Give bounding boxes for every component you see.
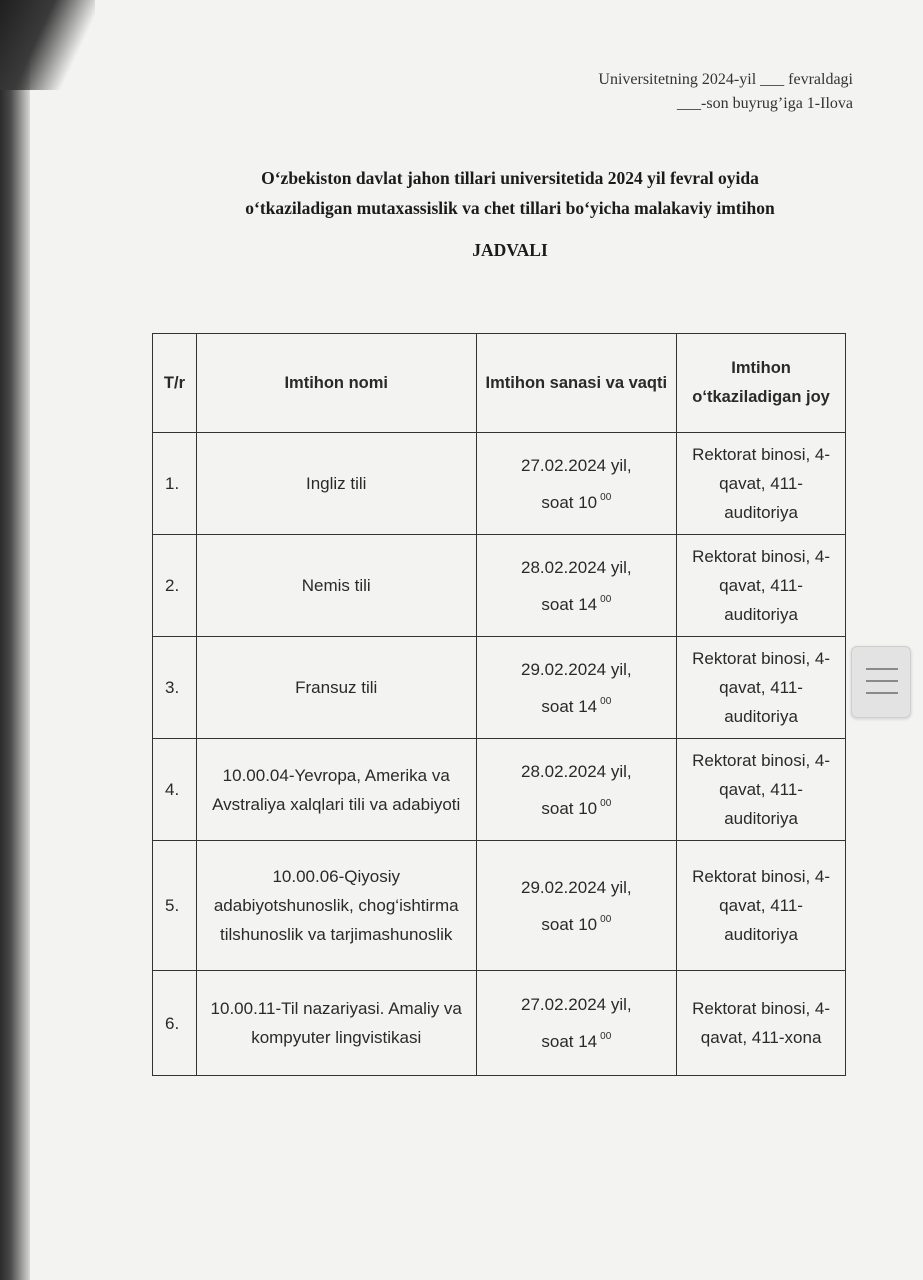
exam-time-minutes: 00 (600, 913, 612, 925)
document-subtitle: JADVALI (472, 240, 548, 260)
exam-datetime (476, 535, 677, 637)
row-number: 6. (153, 971, 197, 1076)
table-row (153, 971, 846, 1076)
table-row (153, 535, 846, 637)
page-corner-shadow (0, 0, 95, 90)
exam-time-hour: soat 14 (541, 594, 598, 614)
exam-name: Nemis tili (196, 535, 476, 637)
row-number: 4. (153, 739, 197, 841)
exam-place: Rektorat binosi, 4-qavat, 411-auditoriya (677, 433, 846, 535)
exam-place: Rektorat binosi, 4-qavat, 411-auditoriya (677, 841, 846, 971)
exam-date: 28.02.2024 yil, (521, 761, 632, 781)
exam-time-hour: soat 10 (541, 492, 598, 512)
exam-time-minutes: 00 (600, 695, 612, 707)
exam-time-hour: soat 14 (541, 696, 598, 716)
header-cell-number: T/r (153, 334, 197, 433)
menu-line (866, 692, 898, 694)
exam-place: Rektorat binosi, 4-qavat, 411-xona (677, 971, 846, 1076)
exam-time-minutes: 00 (600, 797, 612, 809)
exam-place: Rektorat binosi, 4-qavat, 411-auditoriya (677, 535, 846, 637)
title-line1: O‘zbekiston davlat jahon tillari universitetida 2024 yil fevral oyida (261, 168, 759, 188)
exam-time-hour: soat 14 (541, 1032, 598, 1051)
exam-name: Ingliz tili (196, 433, 476, 535)
exam-name: 10.00.06-Qiyosiy adabiyotshunoslik, chog‘ishtirma tilshunoslik va tarjimashunoslik (196, 841, 476, 971)
header-note-line1: Universitetning 2024-yil ___ fevraldagi (598, 71, 853, 88)
document-title (160, 163, 860, 223)
exam-time (483, 692, 671, 721)
exam-datetime (476, 637, 677, 739)
exam-date: 29.02.2024 yil, (521, 877, 632, 897)
table-header-row (153, 334, 846, 433)
row-number: 2. (153, 535, 197, 637)
exam-time (483, 590, 671, 619)
exam-name: Fransuz tili (196, 637, 476, 739)
exam-time (483, 910, 671, 939)
title-line2: o‘tkaziladigan mutaxassislik va chet tillari bo‘yicha malakaviy imtihon (245, 198, 775, 218)
exam-schedule-table (152, 333, 846, 1076)
exam-time-hour: soat 10 (541, 798, 598, 818)
exam-date: 29.02.2024 yil, (521, 659, 632, 679)
header-cell-place: Imtihon o‘tkaziladigan joy (677, 334, 846, 433)
table-row (153, 841, 846, 971)
exam-time (483, 794, 671, 823)
exam-date: 28.02.2024 yil, (521, 557, 632, 577)
exam-datetime (476, 739, 677, 841)
table-row (153, 637, 846, 739)
exam-time-hour: soat 10 (541, 914, 598, 934)
exam-name: 10.00.11-Til nazariyasi. Amaliy va kompyuter lingvistikasi (196, 971, 476, 1076)
row-number: 5. (153, 841, 197, 971)
row-number: 1. (153, 433, 197, 535)
header-note-line2: ___-son buyrug’iga 1-Ilova (677, 95, 853, 112)
exam-time-minutes: 00 (600, 1031, 612, 1042)
menu-line (866, 668, 898, 670)
exam-place: Rektorat binosi, 4-qavat, 411-auditoriya (677, 637, 846, 739)
exam-time-minutes: 00 (600, 593, 612, 605)
exam-time-minutes: 00 (600, 491, 612, 503)
exam-time (483, 1027, 671, 1056)
hamburger-menu-icon[interactable] (851, 646, 911, 718)
exam-name: 10.00.04-Yevropa, Amerika va Avstraliya xalqlari tili va adabiyoti (196, 739, 476, 841)
header-note (598, 68, 853, 116)
exam-datetime (476, 433, 677, 535)
exam-date: 27.02.2024 yil, (521, 995, 632, 1014)
row-number: 3. (153, 637, 197, 739)
header-cell-date: Imtihon sanasi va vaqti (476, 334, 677, 433)
exam-time (483, 488, 671, 517)
exam-place: Rektorat binosi, 4-qavat, 411-auditoriya (677, 739, 846, 841)
menu-line (866, 680, 898, 682)
table-row (153, 433, 846, 535)
exam-date: 27.02.2024 yil, (521, 455, 632, 475)
table-row (153, 739, 846, 841)
exam-datetime (476, 971, 677, 1076)
exam-datetime (476, 841, 677, 971)
page-edge-shadow (0, 0, 30, 1280)
header-cell-name: Imtihon nomi (196, 334, 476, 433)
